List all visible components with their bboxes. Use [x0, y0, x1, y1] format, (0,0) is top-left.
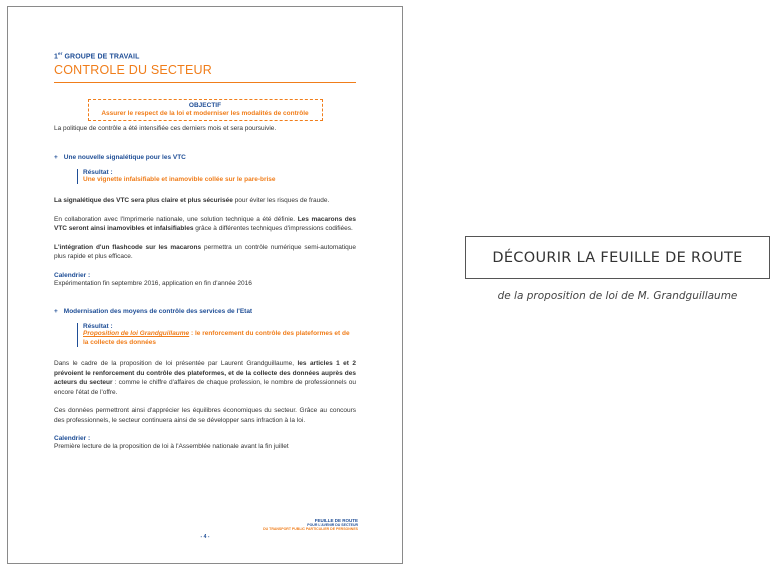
section2-result	[77, 323, 356, 347]
document-content	[54, 51, 356, 452]
section1-calendar-label: Calendrier :	[54, 271, 91, 279]
proposition-link[interactable]: Proposition de loi Grandguillaume	[83, 330, 190, 338]
result-value: Une vignette infalsifiable et inamovible collée sur le pare-brise	[83, 175, 276, 183]
page-number: - 4 -	[200, 534, 210, 540]
section1-calendar-text: Expérimentation fin septembre 2016, application en fin d'année 2016	[54, 279, 252, 287]
section1-paragraph-3: L'intégration d'un flashcode sur les macarons permettra un contrôle numérique semi-automatique plus rapide et plus efficace.	[54, 243, 356, 261]
section2-calendar-text: Première lecture de la proposition de loi à l'Assemblée nationale avant la fin juillet	[54, 443, 289, 451]
section-title: CONTROLE DU SECTEUR	[54, 63, 212, 78]
section2-title: Modernisation des moyens de contrôle des services de l'Etat	[63, 308, 253, 316]
section2-paragraph-2: Ces données permettront ainsi d'apprécier les équilibres économiques du secteur. Grâce au concours des professionnels, le secteur continuera ainsi de se développer sans infraction à la loi.	[54, 407, 356, 424]
section2-calendar-label: Calendrier :	[54, 435, 91, 443]
section2-paragraph-1: Dans le cadre de la proposition de loi présentée par Laurent Grandguillaume, les articles 1 et 2 prévoient le renforcement du contrôle des plateformes, et de la collecte des données auprès des acteurs du secteur : comme le chiffre d'affaires de chaque profession, le nombre de professionnels ou encore l'état de l'offre.	[54, 360, 356, 396]
section1-result	[77, 169, 356, 185]
objectif-text: Assurer le respect de la loi et moderniser les modalités de contrôle	[101, 110, 309, 118]
result-label: Résultat :	[83, 168, 113, 176]
section1-heading	[54, 154, 356, 161]
section1-paragraph-1: La signalétique des VTC sera plus claire et plus sécurisée pour éviter les risques de fraude.	[54, 197, 330, 205]
plus-icon: +	[54, 153, 58, 161]
group-title: 1er GROUPE DE TRAVAIL	[54, 51, 140, 61]
objectif-box	[88, 99, 323, 121]
result-label: Résultat :	[83, 323, 113, 331]
footer-brand: FEUILLE DE ROUTE POUR L'AVENIR DU SECTEUR DU TRANSPORT PUBLIC PARTICULIER DE PERSONNES	[263, 518, 358, 531]
cta-subtitle: de la proposition de loi de M. Grandguillaume	[497, 290, 738, 302]
intro-paragraph: La politique de contrôle a été intensifiée ces derniers mois et sera poursuivie.	[54, 125, 277, 133]
divider	[54, 82, 356, 83]
objectif-label: OBJECTIF	[188, 102, 222, 110]
document-page	[7, 6, 403, 564]
section1-paragraph-2: En collaboration avec l'Imprimerie nationale, une solution technique a été définie. Les macarons des VTC seront ainsi inamovibles et infalsifiables grâce à différentes techniques d'impressions codifiées.	[54, 215, 356, 233]
plus-icon: +	[54, 308, 58, 316]
section2-heading	[54, 308, 356, 315]
result-value: Proposition de loi Grandguillaume : le renforcement du contrôle des plateformes et de la collecte des données	[83, 330, 350, 346]
section1-title: Une nouvelle signalétique pour les VTC	[63, 153, 186, 161]
discover-roadmap-button[interactable]: DÉCOURIR LA FEUILLE DE ROUTE	[465, 236, 770, 279]
